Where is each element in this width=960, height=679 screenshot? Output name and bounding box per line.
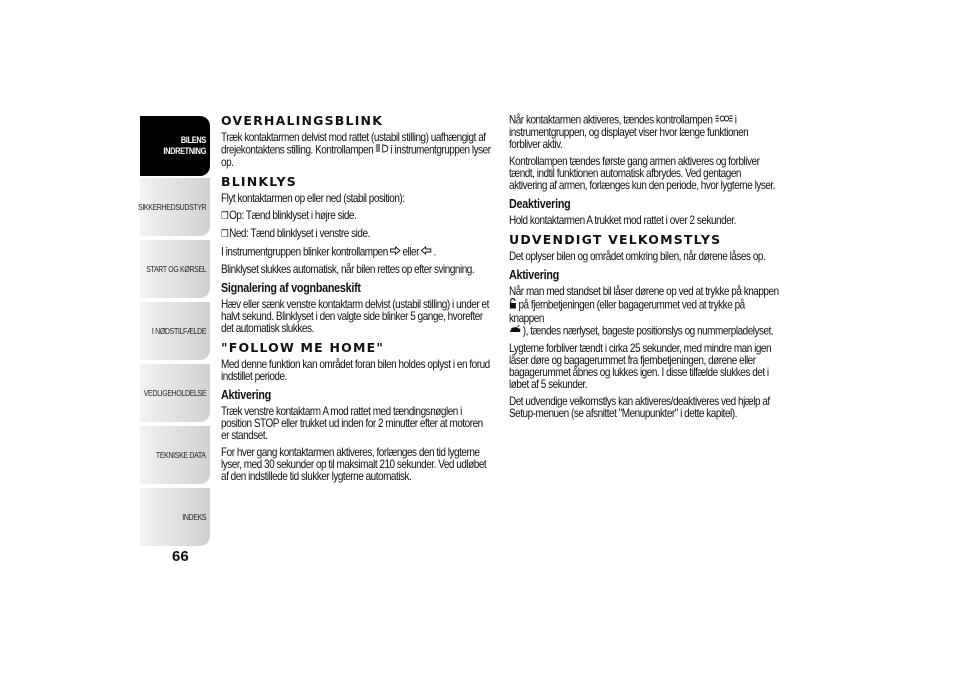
bullet-down: [221, 228, 491, 241]
text: eller: [402, 245, 419, 259]
paragraph-blinklys: Flyt kontaktarmen op eller ned (stabil position):: [221, 192, 405, 205]
right-column: [509, 114, 779, 425]
unlock-padlock-icon: [509, 298, 517, 313]
text: Op: Tænd blinklyset i højre side.: [229, 209, 357, 222]
tab-start-og-korsel[interactable]: [140, 240, 210, 298]
tab-sikkerhedsudstyr[interactable]: [137, 178, 210, 236]
car-trunk-icon: [509, 325, 521, 338]
tab-label-line2: INDRETNING: [163, 146, 206, 156]
paragraph-autooff: Blinklyset slukkes automatisk, når bilen rettes op efter svingning.: [221, 263, 475, 276]
tab-label: TEKNISKE DATA: [156, 450, 206, 460]
checkbox-bullet-icon: ❒: [221, 211, 229, 222]
text: Ned: Tænd blinklyset i venstre side.: [229, 227, 370, 240]
tab-indeks[interactable]: [140, 488, 210, 546]
tab-tekniske-data[interactable]: [140, 426, 210, 484]
high-beam-icon: [375, 144, 389, 157]
text: i instrumentgruppen lyser op.: [221, 143, 491, 169]
paragraph-vognbaneskift: Hæv eller sænk venstre kontaktarm delvist (ustabil stilling) i under et halvt sekund. Blinklyset i den valgte side blinker 5 gange, hvorefter det automatisk slukkes.: [221, 298, 489, 335]
heading-deaktivering: Deaktivering: [509, 197, 571, 211]
page-number: 66: [172, 548, 189, 565]
text: på fjernbetjeningen (eller bagagerummet ved at trykke på knappen: [509, 298, 745, 325]
turn-right-arrow-icon: [390, 246, 401, 259]
heading-follow-me-home: "FOLLOW ME HOME": [221, 340, 385, 355]
paragraph-setup: Det udvendige velkomstlys kan aktiveres/deaktiveres ved hjælp af Setup-menuen (se afsnittet "Menupunkter" i dette kapitel).: [509, 395, 770, 420]
paragraph-aktivering-velkomst: [509, 286, 779, 338]
tab-i-nodstilfaelde[interactable]: [140, 302, 210, 360]
text: Når kontaktarmen aktiveres, tændes kontrollampen: [509, 113, 713, 127]
tab-label: I NØDSTILFÆLDE: [151, 326, 206, 336]
paragraph-overhalingsblink: [221, 132, 491, 169]
paragraph-aktivering-1: Træk venstre kontaktarm A mod rattet med tændingsnøglen i position STOP eller trukket ud inden for 2 minutter efter at motoren er standset.: [221, 405, 483, 442]
heading-overhalingsblink: OVERHALINGSBLINK: [221, 113, 384, 128]
tab-bilens-indretning[interactable]: [140, 116, 210, 176]
text: i instrumentgruppen, og displayet viser hvor længe funktionen forbliver aktiv.: [509, 113, 749, 151]
paragraph-follow-me-home: Med denne funktion kan området foran bilen holdes oplyst i en forud indstillet periode.: [221, 358, 490, 383]
tab-label: START OG KØRSEL: [145, 264, 206, 274]
text: .: [433, 245, 436, 259]
heading-aktivering: Aktivering: [221, 388, 272, 402]
checkbox-bullet-icon: ❒: [221, 229, 229, 240]
text: ), tændes nærlyset, bageste positionslys og nummerpladelyset.: [522, 324, 774, 338]
tab-vedligeholdelse[interactable]: [140, 364, 210, 422]
text: Når man med standset bil låser dørene op ved at trykke på knappen: [509, 285, 779, 298]
paragraph-aktivering-2: For hver gang kontaktarmen aktiveres, forlænges den tid lygterne lyser, med 30 sekunder op til maksimalt 210 sekunder. Ved udløbet af den indstillede tid slukker lygterne automatisk.: [221, 446, 487, 483]
left-column: [221, 114, 491, 488]
tab-label: VEDLIGEHOLDELSE: [143, 388, 206, 398]
paragraph-follow-lamp: [509, 114, 779, 151]
paragraph-lamp-info: Kontrollampen tændes første gang armen aktiveres og forbliver tændt, indtil funktionen automatisk afbrydes. Ved gentagen aktivering af armen, forlænges kun den periode, hvor lygterne lyser.: [509, 155, 776, 192]
tab-label: SIKKERHEDSUDSTYR: [137, 202, 206, 212]
tab-label-line1: BILENS: [180, 135, 206, 145]
paragraph-velkomstlys: Det oplyser bilen og området omkring bilen, når dørene låses op.: [509, 250, 766, 263]
paragraph-indicator: [221, 246, 491, 259]
heading-velkomstlys: UDVENDIGT VELKOMSTLYS: [509, 232, 722, 247]
paragraph-deaktivering: Hold kontaktarmen A trukket mod rattet i over 2 sekunder.: [509, 214, 736, 227]
turn-left-arrow-icon: [421, 246, 432, 259]
tab-label: INDEKS: [182, 512, 206, 522]
bullet-up: [221, 210, 491, 223]
heading-blinklys: BLINKLYS: [221, 174, 297, 189]
heading-aktivering-velkomst: Aktivering: [509, 268, 560, 282]
text: I instrumentgruppen blinker kontrollampen: [221, 245, 388, 259]
heading-vognbaneskift: Signalering af vognbaneskift: [221, 281, 361, 295]
paragraph-lygterne: Lygterne forbliver tændt i cirka 25 sekunder, med mindre man igen låser døre og bagagerummet fra fjernbetjeningen, dørene eller bagagerummet åbnes og lukkes igen. I disse tilfælde slukkes det i løbet af 5 sekunder.: [509, 342, 772, 391]
text: Træk kontaktarmen delvist mod rattet (ustabil stilling) uafhængigt af drejekontaktens stilling. Kontrollampen: [221, 131, 486, 157]
